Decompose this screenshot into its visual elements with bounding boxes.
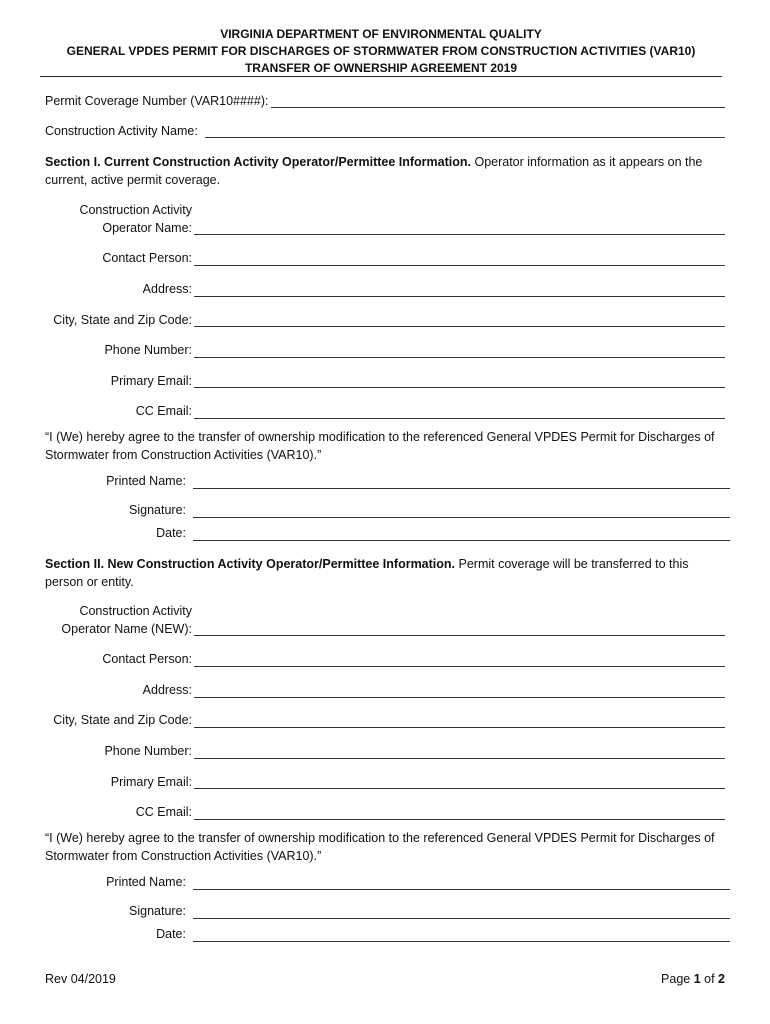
- s1-contact-field[interactable]: [194, 265, 725, 266]
- s1-contact-label: Contact Person:: [102, 251, 192, 265]
- s2-phone-field[interactable]: [194, 758, 725, 759]
- s2-signature-field[interactable]: [193, 918, 730, 919]
- permit-number-label: Permit Coverage Number (VAR10####):: [45, 94, 269, 108]
- s1-signature-label: Signature:: [129, 503, 186, 517]
- s1-operator-field[interactable]: [194, 234, 725, 235]
- section2-description: Permit coverage will be transferred to this person or entity.: [45, 557, 689, 589]
- page-indicator: [661, 972, 725, 986]
- s2-date-field[interactable]: [193, 941, 730, 942]
- s1-agreement: “I (We) hereby agree to the transfer of ownership modification to the referenced General VPDES Permit for Discharges of Stormwater from Construction Activities (VAR10).”: [45, 430, 715, 462]
- s1-city-field[interactable]: [194, 326, 725, 327]
- section1-heading: [45, 153, 720, 189]
- s2-email-field[interactable]: [194, 788, 725, 789]
- s1-operator-label-line2: Operator Name:: [102, 221, 192, 235]
- page-total: 2: [718, 972, 725, 986]
- header-divider: [40, 76, 722, 77]
- s2-operator-field[interactable]: [194, 635, 725, 636]
- s2-address-field[interactable]: [194, 697, 725, 698]
- s1-address-label: Address:: [142, 282, 192, 296]
- s2-email-label: Primary Email:: [110, 775, 192, 789]
- s2-city-field[interactable]: [194, 727, 725, 728]
- activity-name-label: Construction Activity Name:: [45, 124, 198, 138]
- s2-city-label: City, State and Zip Code:: [53, 713, 192, 727]
- s2-signature-label: Signature:: [129, 904, 186, 918]
- agency-title: VIRGINIA DEPARTMENT OF ENVIRONMENTAL QUALITY: [220, 27, 542, 41]
- s1-phone-field[interactable]: [194, 357, 725, 358]
- s1-signature-field[interactable]: [193, 517, 730, 518]
- s1-cc-label: CC Email:: [135, 404, 192, 418]
- s1-address-field[interactable]: [194, 296, 725, 297]
- page-current: 1: [693, 972, 701, 986]
- s1-printed-label: Printed Name:: [106, 474, 186, 488]
- section2-heading: [45, 555, 720, 591]
- form-title: TRANSFER OF OWNERSHIP AGREEMENT 2019: [244, 61, 518, 75]
- s2-address-label: Address:: [142, 683, 192, 697]
- s1-email-field[interactable]: [194, 387, 725, 388]
- s2-cc-label: CC Email:: [135, 805, 192, 819]
- s1-date-label: Date:: [156, 526, 186, 540]
- s2-agreement: “I (We) hereby agree to the transfer of ownership modification to the referenced General VPDES Permit for Discharges of Stormwater from Construction Activities (VAR10).”: [45, 831, 715, 863]
- page-prefix: Page: [661, 972, 694, 986]
- s1-cc-field[interactable]: [194, 418, 725, 419]
- s2-printed-field[interactable]: [193, 889, 730, 890]
- s2-operator-label-line1: Construction Activity: [79, 604, 192, 618]
- permit-number-field[interactable]: [271, 107, 725, 108]
- page-of: of: [700, 972, 719, 986]
- s1-operator-label-line1: Construction Activity: [79, 203, 192, 217]
- s2-operator-label-line2: Operator Name (NEW):: [61, 622, 192, 636]
- revision-label: Rev 04/2019: [45, 972, 116, 986]
- section1-description: Operator information as it appears on the current, active permit coverage.: [45, 155, 703, 187]
- s2-contact-label: Contact Person:: [102, 652, 192, 666]
- permit-title: GENERAL VPDES PERMIT FOR DISCHARGES OF STORMWATER FROM CONSTRUCTION ACTIVITIES (VAR10): [66, 44, 696, 58]
- s1-printed-field[interactable]: [193, 488, 730, 489]
- s2-cc-field[interactable]: [194, 819, 725, 820]
- section2-title: Section II. New Construction Activity Operator/Permittee Information.: [45, 557, 456, 571]
- s1-date-field[interactable]: [193, 540, 730, 541]
- s2-date-label: Date:: [156, 927, 186, 941]
- activity-name-field[interactable]: [205, 137, 725, 138]
- s2-printed-label: Printed Name:: [106, 875, 186, 889]
- s2-phone-label: Phone Number:: [104, 744, 192, 758]
- s1-email-label: Primary Email:: [110, 374, 192, 388]
- form-header: [40, 26, 722, 77]
- section1-title: Section I. Current Construction Activity Operator/Permittee Information.: [45, 155, 471, 169]
- s1-phone-label: Phone Number:: [104, 343, 192, 357]
- s2-contact-field[interactable]: [194, 666, 725, 667]
- s1-city-label: City, State and Zip Code:: [53, 313, 192, 327]
